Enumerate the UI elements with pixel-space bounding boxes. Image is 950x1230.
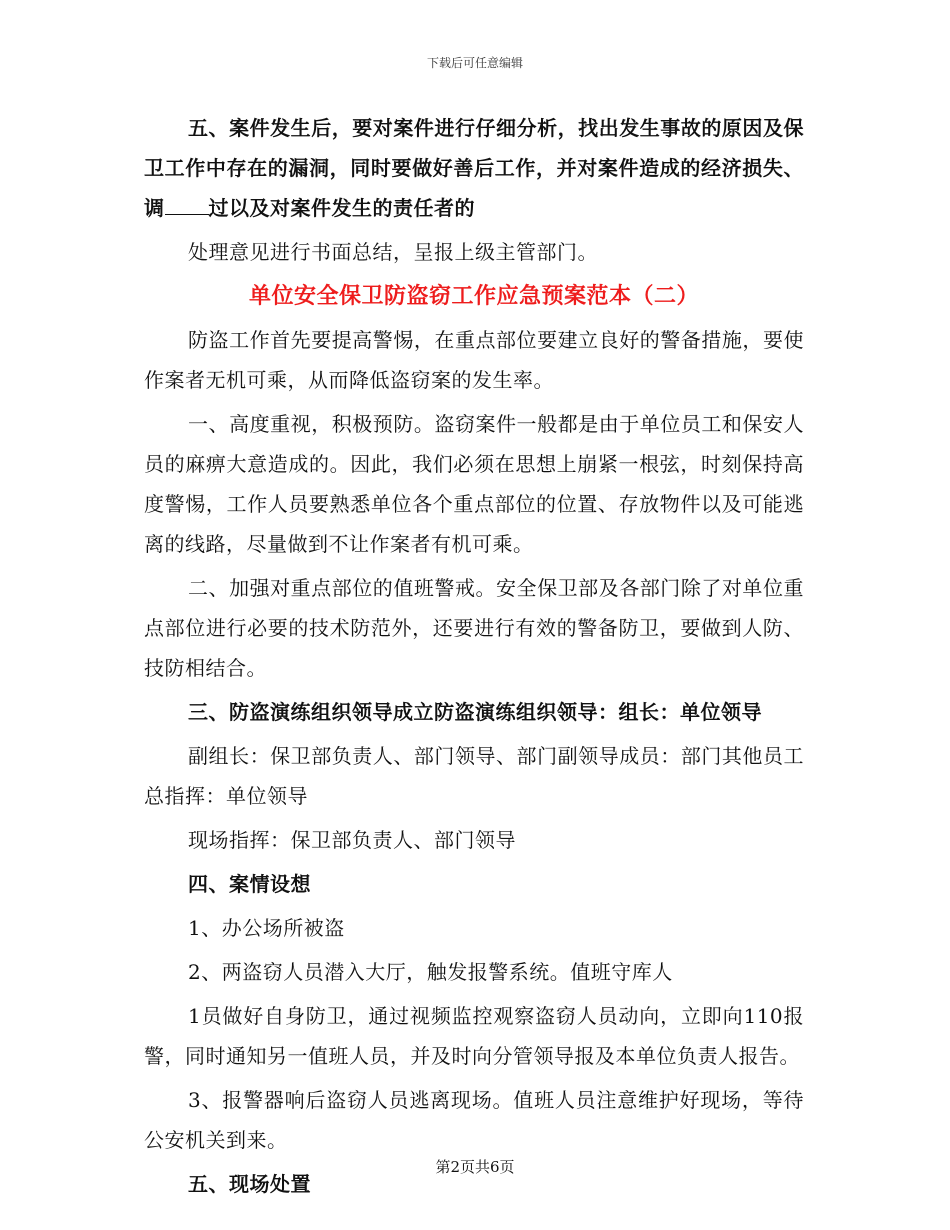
paragraph-guard-response: 1员做好自身防卫，通过视频监控观察盗窃人员动向，立即向110报警，同时通知另一值班人员，并及时向分管领导报及本单位负责人报告。	[144, 1004, 804, 1068]
list-item-1: 1、办公场所被盗	[188, 916, 345, 940]
paragraph-section-2: 二、加强对重点部位的值班警戒。安全保卫部及各部门除了对单位重点部位进行必要的技术防范外，还要进行有效的警备防卫，要做到人防、技防相结合。	[144, 576, 804, 680]
paragraph-section-3: 三、防盗演练组织领导成立防盗演练组织领导：组长：单位领导	[188, 700, 762, 724]
page-number: 第2页共6页	[435, 1158, 515, 1176]
heading-section-4: 四、案情设想	[188, 872, 311, 896]
paragraph-text-tail: 过以及对案件发生的责任者的	[208, 196, 475, 220]
header-note: 下载后可任意编辑	[426, 56, 523, 70]
paragraph-report: 处理意见进行书面总结，呈报上级主管部门。	[188, 240, 598, 264]
paragraph-section-1: 一、高度重视，积极预防。盗窃案件一般都是由于单位员工和保安人员的麻痹大意造成的。因此，我们必须在思想上崩紧一根弦，时刻保持高度警惕，工作人员要熟悉单位各个重点部位的位置、存放物件以及可能逃离的线路，尽量做到不让作案者有机可乘。	[144, 412, 804, 556]
paragraph-case-analysis	[144, 108, 804, 228]
paragraph-site-command: 现场指挥：保卫部负责人、部门领导	[188, 828, 516, 852]
document-title: 单位安全保卫防盗窃工作应急预案范本（二）	[248, 283, 699, 309]
document-body	[144, 108, 804, 1208]
paragraph-text: 五、案件发生后，要对案件进行仔细分析，找出发生事故的原因及保卫工作中存在的漏洞，同时要做好善后工作，并对案件造成的经济损失、调	[144, 116, 804, 220]
list-item-3: 3、报警器响后盗窃人员逃离现场。值班人员注意维护好现场，等待公安机关到来。	[144, 1088, 804, 1152]
list-item-2: 2、两盗窃人员潜入大厅，触发报警系统。值班守库人	[188, 960, 673, 984]
paragraph-deputy-leaders: 副组长：保卫部负责人、部门领导、部门副领导成员：部门其他员工总指挥：单位领导	[144, 744, 804, 808]
paragraph-intro: 防盗工作首先要提高警惕，在重点部位要建立良好的警备措施，要使作案者无机可乘，从而降低盗窃案的发生率。	[144, 328, 804, 392]
heading-section-5: 五、现场处置	[188, 1172, 311, 1196]
blank-line	[165, 192, 209, 215]
